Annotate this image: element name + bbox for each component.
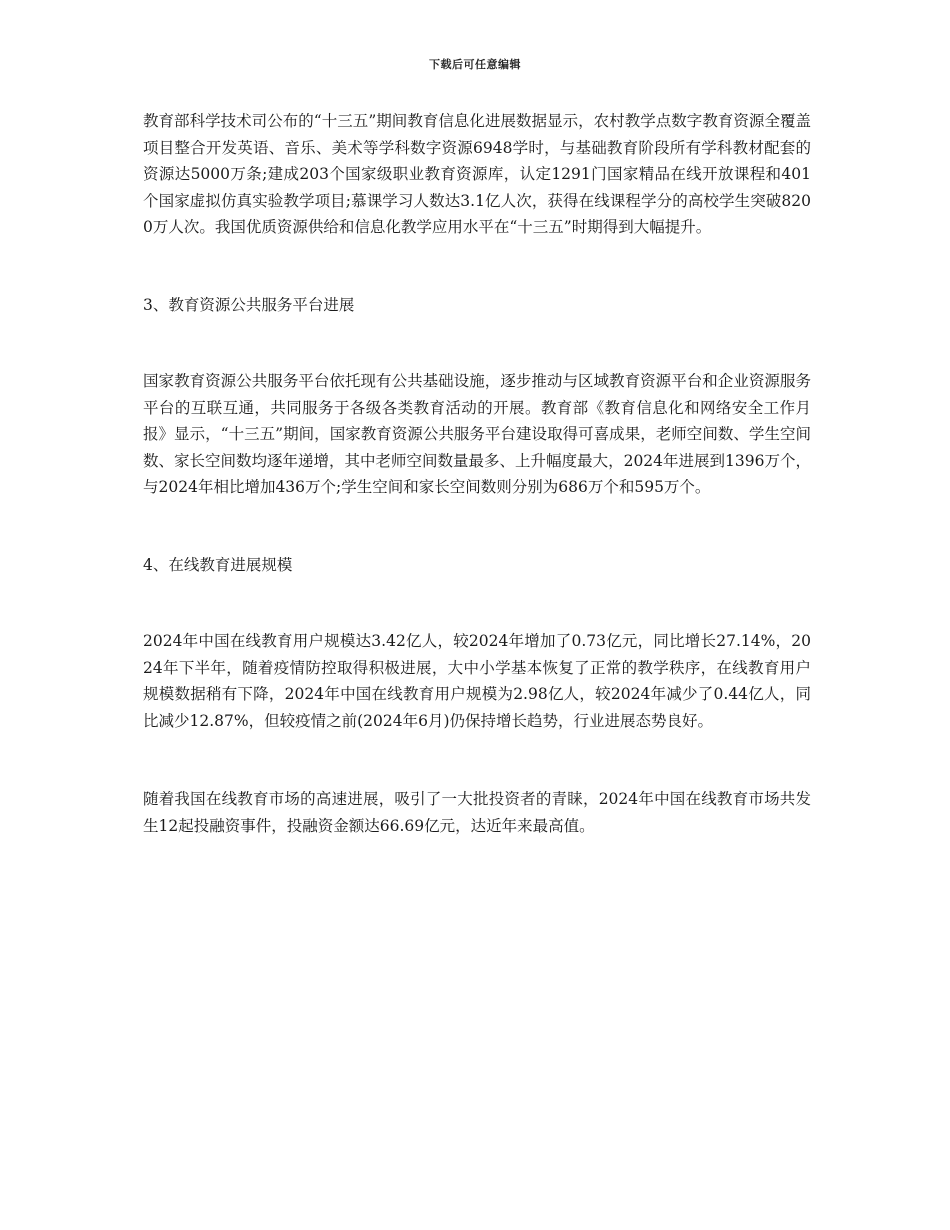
document-body (143, 108, 811, 839)
spacer (143, 318, 811, 368)
paragraph-public-service-platform: 国家教育资源公共服务平台依托现有公共基础设施，逐步推动与区域教育资源平台和企业资源服务平台的互联互通，共同服务于各级各类教育活动的开展。教育部《教育信息化和网络安全工作月报》显示，“十三五”期间，国家教育资源公共服务平台建设取得可喜成果，老师空间数、学生空间数、家长空间数均逐年递增，其中老师空间数量最多、上升幅度最大，2024年进展到1396万个，与2024年相比增加436万个;学生空间和家长空间数则分别为686万个和595万个。 (143, 372, 811, 496)
page-header: 下载后可任意编辑 (429, 58, 521, 71)
spacer (143, 578, 811, 628)
paragraph-online-education-investment: 随着我国在线教育市场的高速进展，吸引了一大批投资者的青睐，2024年中国在线教育市场共发生12起投融资事件，投融资金额达66.69亿元，达近年来最高值。 (143, 790, 811, 835)
spacer (143, 241, 811, 292)
paragraph-education-informatization: 教育部科学技术司公布的“十三五”期间教育信息化进展数据显示，农村教学点数字教育资源全覆盖项目整合开发英语、音乐、美术等学科数字资源6948学时，与基础教育阶段所有学科教材配套的资源达5000万条;建成203个国家级职业教育资源库，认定1291门国家精品在线开放课程和401个国家虚拟仿真实验教学项目;慕课学习人数达3.1亿人次，获得在线课程学分的高校学生突破8200万人次。我国优质资源供给和信息化教学应用水平在“十三五”时期得到大幅提升。 (143, 112, 811, 236)
spacer (143, 501, 811, 552)
section-heading-3: 3、教育资源公共服务平台进展 (143, 295, 355, 314)
section-heading-4: 4、在线教育进展规模 (143, 555, 293, 574)
paragraph-online-education-users: 2024年中国在线教育用户规模达3.42亿人，较2024年增加了0.73亿元，同比增长27.14%，2024年下半年，随着疫情防控取得积极进展，大中小学基本恢复了正常的教学秩序，在线教育用户规模数据稍有下降，2024年中国在线教育用户规模为2.98亿人，较2024年减少了0.44亿人，同比减少12.87%，但较疫情之前(2024年6月)仍保持增长趋势，行业进展态势良好。 (143, 632, 811, 730)
spacer (143, 734, 811, 786)
